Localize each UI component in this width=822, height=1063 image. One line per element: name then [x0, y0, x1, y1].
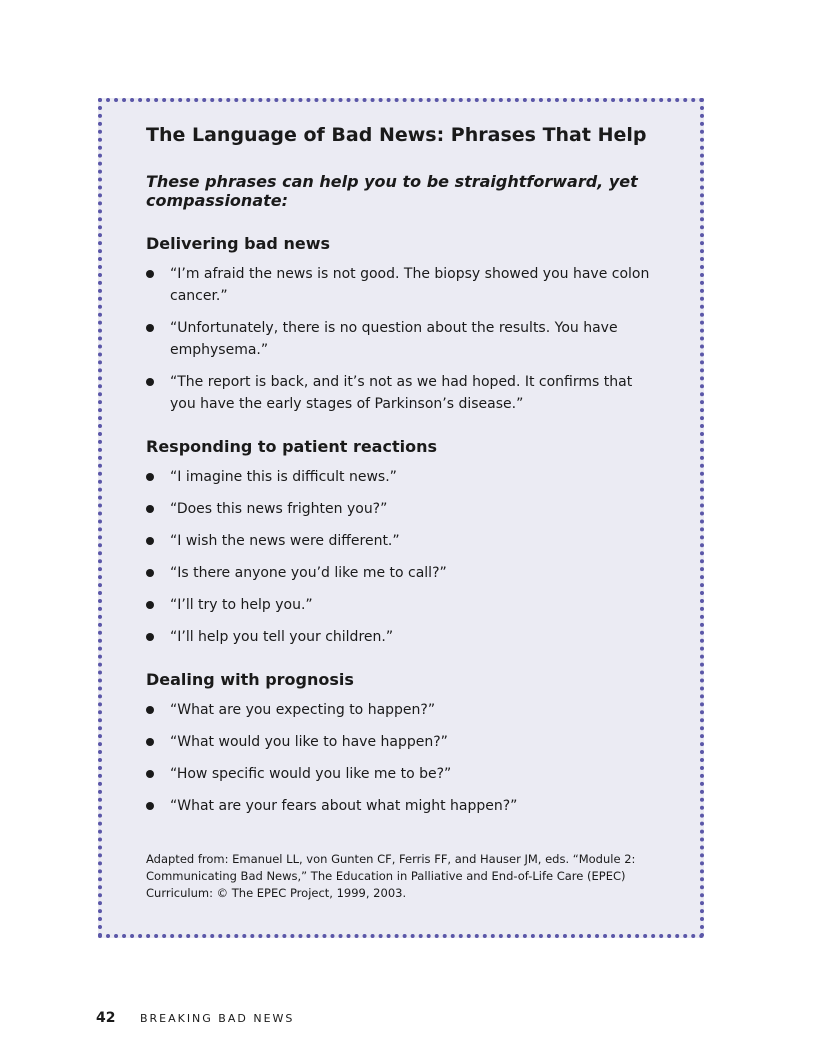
list-item: [146, 699, 660, 721]
phrase-text: “What are your fears about what might happen?”: [170, 798, 518, 814]
phrase-text: “How specific would you like me to be?”: [170, 766, 452, 782]
phrase-list: [146, 699, 660, 817]
bullet-icon: [146, 505, 154, 513]
list-item: [146, 466, 660, 488]
bullet-icon: [146, 473, 154, 481]
bullet-icon: [146, 738, 154, 746]
bullet-icon: [146, 633, 154, 641]
section-heading: Dealing with prognosis: [146, 670, 354, 689]
phrase-text: “What are you expecting to happen?”: [170, 702, 436, 718]
page-footer: [96, 1010, 294, 1026]
box-title: The Language of Bad News: Phrases That Help: [146, 124, 647, 146]
bullet-icon: [146, 537, 154, 545]
phrases-box: [98, 98, 704, 938]
running-head: BREAKING BAD NEWS: [139, 1012, 295, 1025]
list-item: [146, 795, 660, 817]
phrase-list: [146, 263, 660, 415]
phrase-text: “I’ll help you tell your children.”: [170, 629, 394, 645]
box-subtitle: These phrases can help you to be straightforward, yet compassionate:: [146, 172, 638, 210]
bullet-icon: [146, 569, 154, 577]
bullet-icon: [146, 324, 154, 332]
phrase-text: “Is there anyone you’d like me to call?”: [170, 565, 447, 581]
page-number: 42: [96, 1010, 116, 1026]
list-item: [146, 594, 660, 616]
source-citation: Adapted from: Emanuel LL, von Gunten CF, Ferris FF, and Hauser JM, eds. “Module 2: Communicating Bad News,” The Education in Palliative and End-of-Life Care (EPEC) Curriculum: © The EPEC Project, 1999, 2003.: [146, 852, 636, 900]
list-item: [146, 371, 660, 415]
list-item: [146, 731, 660, 753]
phrase-text: “Unfortunately, there is no question about the results. You have emphysema.”: [170, 320, 618, 358]
bullet-icon: [146, 706, 154, 714]
list-item: [146, 763, 660, 785]
section-heading: Responding to patient reactions: [146, 437, 437, 456]
list-item: [146, 498, 660, 520]
bullet-icon: [146, 770, 154, 778]
bullet-icon: [146, 270, 154, 278]
bullet-icon: [146, 378, 154, 386]
list-item: [146, 626, 660, 648]
phrase-list: [146, 466, 660, 648]
list-item: [146, 317, 660, 361]
bullet-icon: [146, 601, 154, 609]
list-item: [146, 530, 660, 552]
phrase-text: “I’m afraid the news is not good. The biopsy showed you have colon cancer.”: [170, 266, 650, 304]
list-item: [146, 263, 660, 307]
section-dealing-with-prognosis: [146, 670, 660, 817]
phrase-text: “I wish the news were different.”: [170, 533, 400, 549]
list-item: [146, 562, 660, 584]
section-delivering-bad-news: [146, 234, 660, 415]
section-heading: Delivering bad news: [146, 234, 330, 253]
phrase-text: “I imagine this is difficult news.”: [170, 469, 397, 485]
phrase-text: “Does this news frighten you?”: [170, 501, 388, 517]
phrase-text: “The report is back, and it’s not as we had hoped. It confirms that you have the early stages of Parkinson’s disease.”: [170, 374, 633, 412]
bullet-icon: [146, 802, 154, 810]
phrase-text: “I’ll try to help you.”: [170, 597, 313, 613]
phrase-text: “What would you like to have happen?”: [170, 734, 448, 750]
section-responding-to-reactions: [146, 437, 660, 648]
